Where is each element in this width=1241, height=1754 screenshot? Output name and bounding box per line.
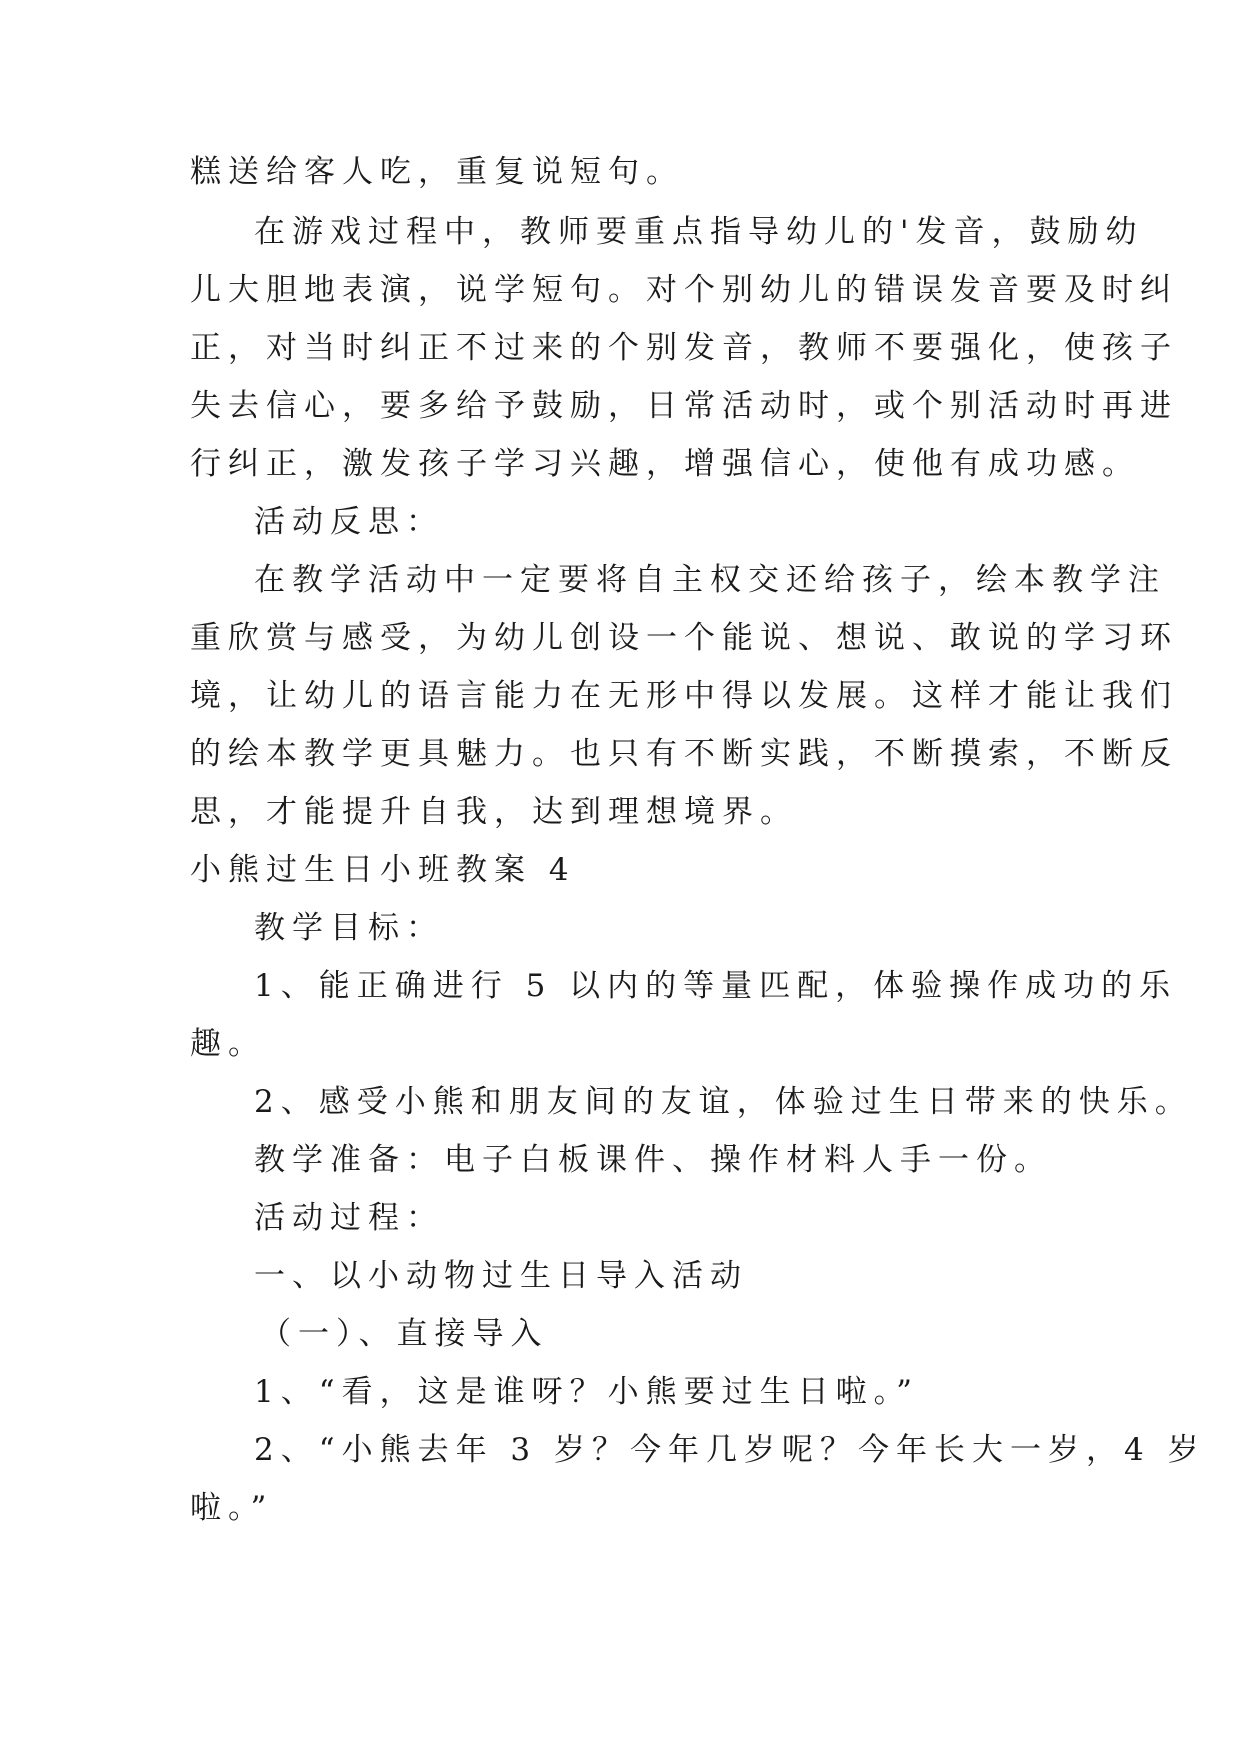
paragraph-line: 2、“小熊去年 3 岁？今年几岁呢？今年长大一岁，4 岁 <box>254 1432 1206 1468</box>
paragraph-line: 重欣赏与感受，为幼儿创设一个能说、想说、敢说的学习环 <box>190 620 1178 656</box>
paragraph-line: 糕送给客人吃，重复说短句。 <box>190 154 684 190</box>
paragraph-line: 1、能正确进行 5 以内的等量匹配，体验操作成功的乐 <box>254 968 1178 1004</box>
paragraph-line: 境，让幼儿的语言能力在无形中得以发展。这样才能让我们 <box>190 678 1178 714</box>
paragraph-line: 2、感受小熊和朋友间的友谊，体验过生日带来的快乐。 <box>254 1084 1193 1120</box>
paragraph-line: 啦。” <box>190 1490 274 1526</box>
paragraph-line: （一）、直接导入 <box>260 1316 549 1352</box>
section-label: 教学目标： <box>254 910 444 946</box>
paragraph-line: 在游戏过程中，教师要重点指导幼儿的'发音，鼓励幼 <box>254 214 1144 250</box>
section-label: 活动反思： <box>254 504 444 540</box>
section-label: 活动过程： <box>254 1200 444 1236</box>
paragraph-line: 行纠正，激发孩子学习兴趣，增强信心，使他有成功感。 <box>190 446 1140 482</box>
paragraph-line: 在教学活动中一定要将自主权交还给孩子，绘本教学注 <box>254 562 1166 598</box>
paragraph-line: 正，对当时纠正不过来的个别发音，教师不要强化，使孩子 <box>190 330 1178 366</box>
paragraph-line: 失去信心，要多给予鼓励，日常活动时，或个别活动时再进 <box>190 388 1178 424</box>
section-heading: 小熊过生日小班教案 4 <box>190 852 576 888</box>
paragraph-line: 教学准备：电子白板课件、操作材料人手一份。 <box>254 1142 1052 1178</box>
paragraph-line: 1、“看，这是谁呀？小熊要过生日啦。” <box>254 1374 919 1410</box>
paragraph-line: 一、以小动物过生日导入活动 <box>254 1258 748 1294</box>
paragraph-line: 儿大胆地表演，说学短句。对个别幼儿的错误发音要及时纠 <box>190 272 1178 308</box>
paragraph-line: 趣。 <box>190 1026 266 1062</box>
paragraph-line: 的绘本教学更具魅力。也只有不断实践，不断摸索，不断反 <box>190 736 1178 772</box>
paragraph-line: 思，才能提升自我，达到理想境界。 <box>190 794 798 830</box>
